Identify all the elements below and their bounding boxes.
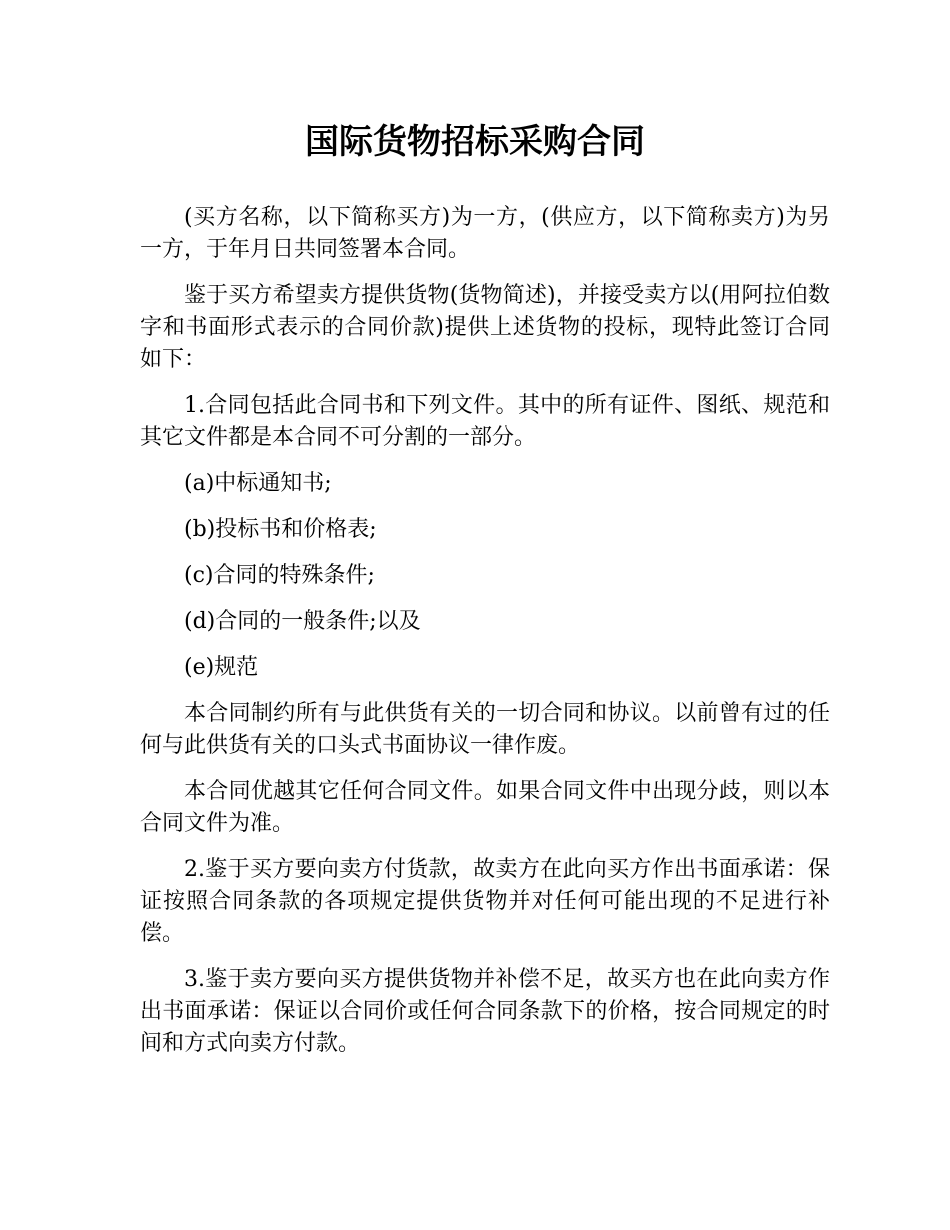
paragraph-clause-1: 1.合同包括此合同书和下列文件。其中的所有证件、图纸、规范和其它文件都是本合同不可分割的一部分。 <box>140 393 830 450</box>
paragraph-clause-3: 3.鉴于卖方要向买方提供货物并补偿不足，故买方也在此向卖方作出书面承诺：保证以合同价或任何合同条款下的价格，按合同规定的时间和方式向卖方付款。 <box>140 967 830 1056</box>
list-item-b: (b)投标书和价格表; <box>184 517 377 542</box>
document-body <box>140 202 830 1074</box>
paragraph-parties: (买方名称，以下简称买方)为一方，(供应方，以下简称卖方)为另一方，于年月日共同签署本合同。 <box>140 205 830 262</box>
list-item-d: (d)合同的一般条件;以及 <box>184 609 421 634</box>
document-title: 国际货物招标采购合同 <box>305 122 645 162</box>
paragraph-precedence: 本合同优越其它任何合同文件。如果合同文件中出现分歧，则以本合同文件为准。 <box>140 779 830 836</box>
paragraph-recital: 鉴于买方希望卖方提供货物(货物简述)，并接受卖方以(用阿拉伯数字和书面形式表示的合同价款)提供上述货物的投标，现特此签订合同如下： <box>140 283 830 372</box>
list-item-c: (c)合同的特殊条件; <box>184 563 375 588</box>
paragraph-clause-2: 2.鉴于买方要向卖方付货款，故卖方在此向买方作出书面承诺：保证按照合同条款的各项规定提供货物并对任何可能出现的不足进行补偿。 <box>140 857 830 946</box>
paragraph-supersede: 本合同制约所有与此供货有关的一切合同和协议。以前曾有过的任何与此供货有关的口头式书面协议一律作废。 <box>140 701 830 758</box>
list-item-e: (e)规范 <box>184 655 259 680</box>
list-item-a: (a)中标通知书; <box>184 471 332 496</box>
